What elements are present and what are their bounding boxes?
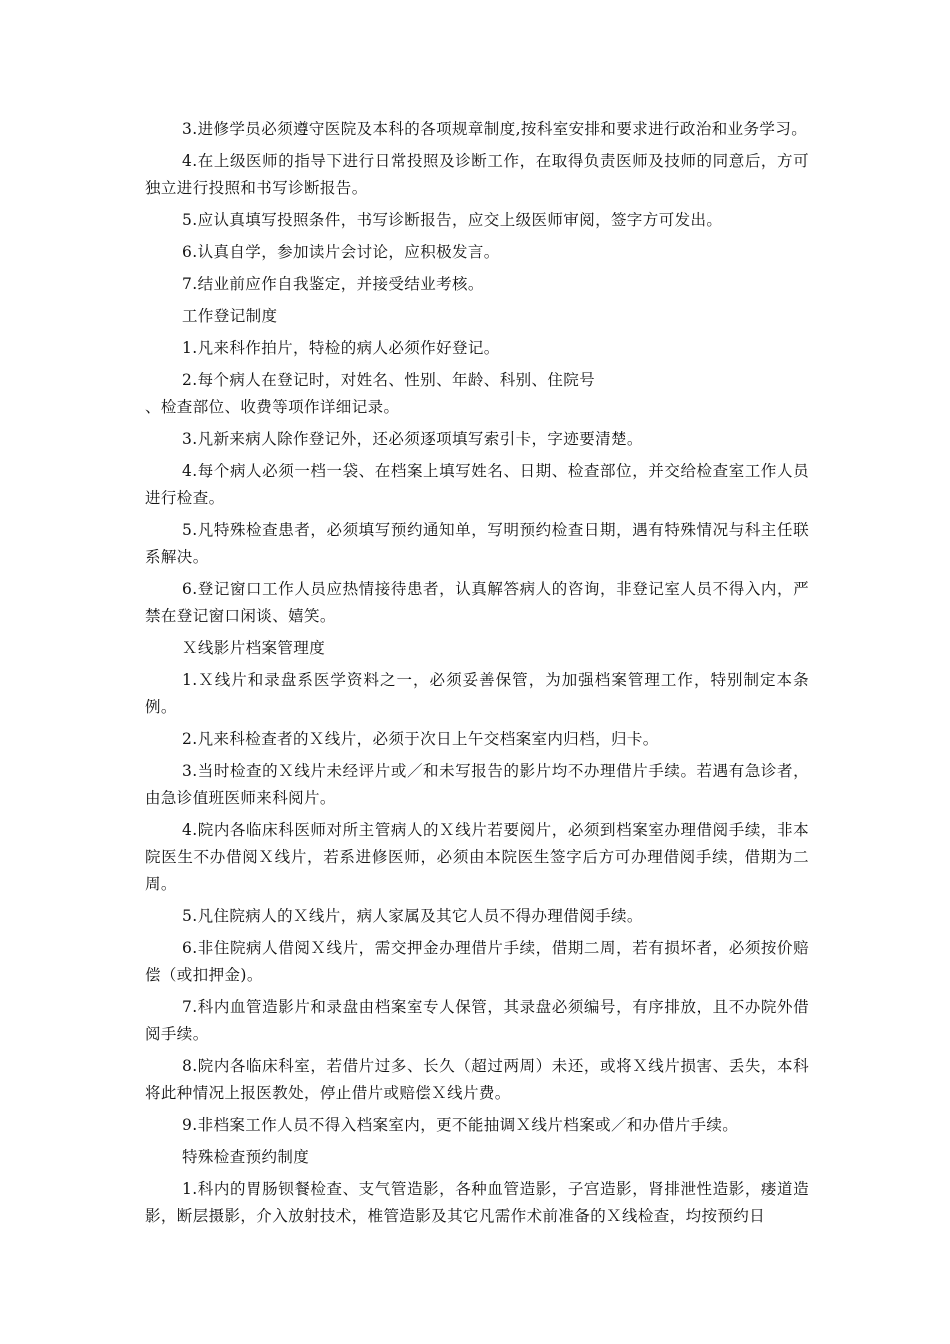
paragraph-archive-rule-6: 6.非住院病人借阅Ｘ线片，需交押金办理借片手续，借期二周，若有损坏者，必须按价赔偿（或扣押金)。 xyxy=(145,939,809,984)
paragraph-registration-rule-2 xyxy=(145,367,809,421)
paragraph-archive-rule-5: 5.凡住院病人的Ｘ线片，病人家属及其它人员不得办理借阅手续。 xyxy=(182,907,643,925)
paragraph-trainee-rule-3: 3.进修学员必须遵守医院及本科的各项规章制度,按科室安排和要求进行政治和业务学习。 xyxy=(182,120,808,138)
paragraph-archive-rule-2: 2.凡来科检查者的Ｘ线片，必须于次日上午交档案室内归档，归卡。 xyxy=(182,730,659,748)
section-heading-xray-archive: Ｘ线影片档案管理度 xyxy=(182,639,326,657)
paragraph-archive-rule-1: 1.Ｘ线片和录盘系医学资料之一，必须妥善保管，为加强档案管理工作，特别制定本条例。 xyxy=(145,671,809,716)
paragraph-archive-rule-3: 3.当时检查的Ｘ线片未经评片或／和未写报告的影片均不办理借片手续。若遇有急诊者，由急诊值班医师来科阅片。 xyxy=(145,762,809,807)
section-heading-registration: 工作登记制度 xyxy=(182,307,278,325)
paragraph-registration-rule-6: 6.登记窗口工作人员应热情接待患者，认真解答病人的咨询，非登记室人员不得入内，严禁在登记窗口闲谈、嬉笑。 xyxy=(145,580,809,625)
paragraph-registration-rule-1: 1.凡来科作拍片，特检的病人必须作好登记。 xyxy=(182,339,500,357)
paragraph-archive-rule-8: 8.院内各临床科室，若借片过多、长久（超过两周）未还，或将Ｘ线片损害、丢失，本科将此种情况上报医教处，停止借片或赔偿Ｘ线片费。 xyxy=(145,1057,809,1102)
paragraph-trainee-rule-5: 5.应认真填写投照条件，书写诊断报告，应交上级医师审阅，签字方可发出。 xyxy=(182,211,723,229)
paragraph-trainee-rule-6: 6.认真自学，参加读片会讨论，应积极发言。 xyxy=(182,243,500,261)
paragraph-registration-rule-4: 4.每个病人必须一档一袋、在档案上填写姓名、日期、检查部位，并交给检查室工作人员进行检查。 xyxy=(145,462,809,507)
document-page xyxy=(145,116,809,1235)
paragraph-archive-rule-9: 9.非档案工作人员不得入档案室内，更不能抽调Ｘ线片档案或／和办借片手续。 xyxy=(182,1116,739,1134)
registration-rule-2-line-2: 、检查部位、收费等项作详细记录。 xyxy=(145,398,400,416)
paragraph-archive-rule-7: 7.科内血管造影片和录盘由档案室专人保管，其录盘必须编号，有序排放，且不办院外借阅手续。 xyxy=(145,998,809,1043)
paragraph-trainee-rule-4: 4.在上级医师的指导下进行日常投照及诊断工作，在取得负责医师及技师的同意后，方可独立进行投照和书写诊断报告。 xyxy=(145,152,809,197)
paragraph-registration-rule-5: 5.凡特殊检查患者，必须填写预约通知单，写明预约检查日期，遇有特殊情况与科主任联系解决。 xyxy=(145,521,809,566)
paragraph-special-exam-rule-1: 1.科内的胃肠钡餐检查、支气管造影，各种血管造影，子宫造影，肾排泄性造影，瘘道造影，断层摄影，介入放射技术，椎管造影及其它凡需作术前准备的Ｘ线检查，均按预约日 xyxy=(145,1180,809,1225)
paragraph-archive-rule-4: 4.院内各临床科医师对所主管病人的Ｘ线片若要阅片，必须到档案室办理借阅手续，非本院医生不办借阅Ｘ线片，若系进修医师，必须由本院医生签字后方可办理借阅手续，借期为二周。 xyxy=(145,821,809,893)
paragraph-registration-rule-3: 3.凡新来病人除作登记外，还必须逐项填写索引卡，字迹要清楚。 xyxy=(182,430,643,448)
section-heading-special-exam: 特殊检查预约制度 xyxy=(182,1148,310,1166)
paragraph-trainee-rule-7: 7.结业前应作自我鉴定，并接受结业考核。 xyxy=(182,275,484,293)
registration-rule-2-line-1: 2.每个病人在登记时，对姓名、性别、年龄、科别、住院号 xyxy=(182,371,596,389)
